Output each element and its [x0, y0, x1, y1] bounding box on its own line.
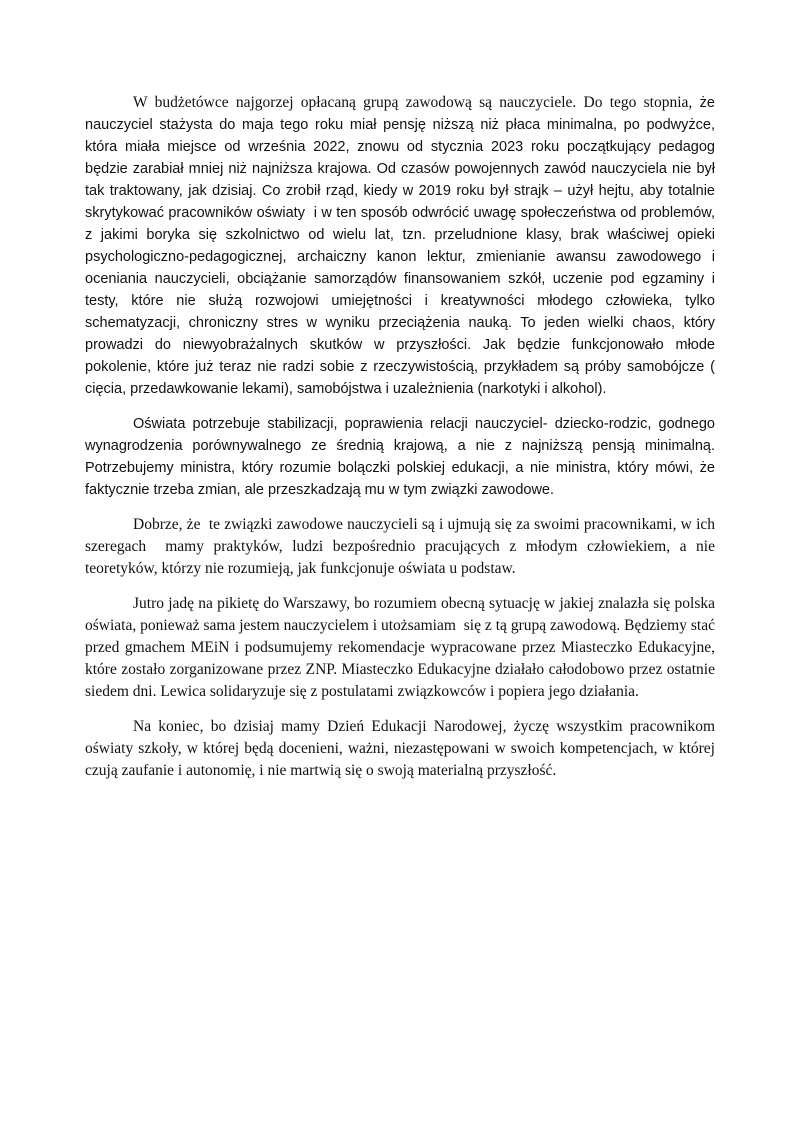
paragraph-1-body-text: że nauczyciel stażysta do maja tego roku miał pensję niższą niż płaca minimalna, po podwyżce, która miała miejsce od września 2022, znowu od stycznia 2023 roku początkujący pedagog będzie zarabiał mniej niż najniższa krajowa. Od czasów powojennych zawód nauczyciela nie był tak traktowany, jak dzisiaj. Co zrobił rząd, kiedy w 2019 roku był strajk – użył hejtu, aby totalnie skrytykować pracowników oświaty i w ten sposób odwrócić uwagę społeczeństwa od problemów, z jakimi boryka się szkolnictwo od wielu lat, tzn. przeludnione klasy, brak właściwej opieki psychologiczno-pedagogicznej, archaiczny kanon lektur, zmienianie awansu zawodowego i oceniania nauczycieli, obciążanie samorządów finansowaniem szkół, uczenie pod egzaminy i testy, które nie służą rozwojowi umiejętności i kreatywności młodego człowieka, tylko schematyzacji, chroniczny stres w wyniku przeciążenia nauką. To jeden wielki chaos, który prowadzi do niewyobrażalnych skutków w przyszłości. Jak będzie funkcjonowało młode pokolenie, które już teraz nie radzi sobie z rzeczywistością, przykładem są próby samobójcze ( cięcia, przedawkowanie lekami), samobójstwa i uzależnienia (narkotyki i alkohol). [85, 95, 720, 397]
paragraph-1 [85, 92, 720, 400]
paragraph-4: Jutro jadę na pikietę do Warszawy, bo rozumiem obecną sytuację w jakiej znalazła się polska oświata, ponieważ sama jestem nauczycielem i utożsamiam się z tą grupą zawodową. Będziemy stać przed gmachem MEiN i podsumujemy rekomendacje wypracowane przez Miasteczko Edukacyjne, które zostało zorganizowane przez ZNP. Miasteczko Edukacyjne działało całodobowo przez ostatnie siedem dni. Lewica solidaryzuje się z postulatami związkowców i popiera jego działania. [85, 595, 719, 700]
paragraph-3: Dobrze, że te związki zawodowe nauczycieli są i ujmują się za swoimi pracownikami, w ich szeregach mamy praktyków, ludzi bezpośrednio pracujących z młodym człowiekiem, a nie teoretyków, którzy nie rozumieją, jak funkcjonuje oświata u podstaw. [85, 516, 719, 577]
paragraph-2: Oświata potrzebuje stabilizacji, poprawienia relacji nauczyciel- dziecko-rodzic, godnego wynagrodzenia porównywalnego ze średnią krajową, a nie z najniższą pensją minimalną. Potrzebujemy ministra, który rozumie bolączki polskiej edukacji, a nie ministra, który mówi, że faktycznie trzeba zmian, ale przeszkadzają mu w tym związki zawodowe. [85, 416, 720, 498]
paragraph-1-lead-text: W budżetówce najgorzej opłacaną grupą zawodową są nauczyciele. Do tego stopnia, [133, 94, 693, 111]
paragraph-5: Na koniec, bo dzisiaj mamy Dzień Edukacji Narodowej, życzę wszystkim pracownikom oświaty szkoły, w której będą docenieni, ważni, niezastępowani w swoich kompetencjach, w której czują zaufanie i autonomię, i nie martwią się o swoją materialną przyszłość. [85, 718, 719, 779]
document-body [85, 92, 720, 795]
